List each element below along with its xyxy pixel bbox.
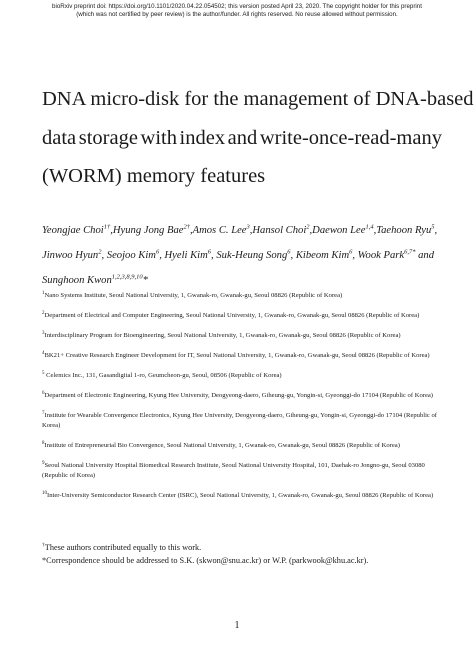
author-affil-sup: 1† xyxy=(103,223,111,231)
title-line-3: (WORM) memory features xyxy=(42,165,266,187)
author-name: Hyung Jong Bae$^{2\dagger}$, xyxy=(112,223,193,236)
author-affil-sup: 2 xyxy=(98,248,102,256)
author-name-text: Sunghoon Kwon xyxy=(42,275,112,286)
title-word: storage xyxy=(78,126,138,149)
affiliation-sup: 10 xyxy=(42,490,47,496)
title-word: and xyxy=(227,126,258,149)
note-text: These authors contributed equally to this work. xyxy=(44,543,202,552)
preprint-header xyxy=(20,3,454,19)
author-name: Daewon Lee$^{1,4}$, xyxy=(312,223,377,236)
affiliation-text: Seoul National University Hospital Biomedical Research Institute, Seoul National University Hospital, 101, Daehak-ro Jongno-gu, Seoul 03080 (Republic of Korea) xyxy=(42,462,425,479)
author-name-text: Taehoon Ryu xyxy=(376,225,432,236)
affiliation-item xyxy=(42,461,442,481)
author-name: Suk-Heung Song$^6$, xyxy=(216,248,294,261)
author-list xyxy=(42,218,438,293)
author-name-text: Seojoo Kim xyxy=(106,250,156,261)
affiliation-item xyxy=(42,411,442,431)
title-line-1-text: DNA micro-disk for the management of DNA-based xyxy=(42,88,474,110)
corresponding-mark: * xyxy=(142,275,148,286)
author-affil-sup: 6 xyxy=(349,248,353,256)
affiliation-sup: 4 xyxy=(42,350,45,356)
affiliation-sup: 2 xyxy=(42,310,45,316)
author-row-1 xyxy=(42,218,438,243)
equal-contribution-note xyxy=(42,541,442,554)
author-affil-sup: 6 xyxy=(207,248,212,256)
affiliation-text: Nano Systems Institute, Seoul National University, 1, Gwanak-ro, Gwanak-gu, Seoul 08826 (Republic of Korea) xyxy=(44,292,343,299)
title-word: data xyxy=(42,126,77,149)
author-affil-sup: 2† xyxy=(183,223,190,231)
title-line-1 xyxy=(42,80,474,119)
author-affil-sup: 6 xyxy=(155,248,160,256)
affiliation-sup: 8 xyxy=(42,440,45,446)
affiliation-list xyxy=(42,291,442,511)
affiliation-text: Institute of Entrepreneurial Bio Convergence, Seoul National University, 1, Gwanak-ro, Gwanak-gu, Seoul 08826 (Republic of Korea) xyxy=(44,442,400,449)
affiliation-text: Inter-University Semiconductor Research Center (ISRC), Seoul National University, 1, Gwanak-ro, Gwanak-gu, Seoul 08826 (Republic of Korea) xyxy=(47,492,434,499)
author-affil-sup: 5 xyxy=(431,223,435,231)
author-name: Taehoon Ryu$^5$, xyxy=(376,223,438,236)
author-name-text: Daewon Lee xyxy=(312,225,366,236)
affiliation-item xyxy=(42,441,442,451)
affiliation-text: Department of Electrical and Computer Engineering, Seoul National University, 1, Gwanak-ro, Gwanak-gu, Seoul 08826 (Republic of Korea) xyxy=(44,312,420,319)
preprint-line-2: (which was not certified by peer review) is the author/funder. All rights reserved. No reuse allowed without permission. xyxy=(76,11,398,18)
page-number: 1 xyxy=(234,620,240,631)
author-affil-sup: 3 xyxy=(246,223,250,231)
affiliation-text: Celemics Inc., 131, Gasandigital 1-ro, Geumcheon-gu, Seoul, 08506 (Republic of Korea) xyxy=(44,372,282,379)
paper-title xyxy=(42,80,474,196)
title-line-2 xyxy=(42,119,442,158)
author-name: Yeongjae Choi$^{1\dagger}$, xyxy=(42,223,113,236)
author-row-2 xyxy=(42,243,434,268)
author-name-text: Kibeom Kim xyxy=(295,250,350,261)
author-name: Seojoo Kim$^6$, xyxy=(106,248,162,261)
affiliation-item xyxy=(42,311,442,321)
affiliation-sup: 5 xyxy=(42,370,45,376)
affiliation-text: Institute for Wearable Convergence Electronics, Kyung Hee University, Deogyeong-daero, Giheung-gu, Yongin-si, Gyeonggi-do 17104 (Republic of Korea) xyxy=(42,412,437,429)
affiliation-item xyxy=(42,291,442,301)
affiliation-sup: 7 xyxy=(42,410,45,416)
author-affil-sup: 1,2,3,8,9,10 xyxy=(111,273,143,281)
preprint-suffix: ; this version posted April 23, 2020. The copyright holder for this preprint xyxy=(224,3,422,10)
title-word: index xyxy=(179,126,226,149)
preprint-prefix: bioRxiv preprint doi: xyxy=(52,3,109,10)
affiliation-sup: 9 xyxy=(42,460,45,466)
affiliation-text: Department of Electronic Engineering, Kyung Hee University, Deogyeong-daero, Giheung-gu, Yongin-si, Gyeonggi-do 17104 (Republic of Korea) xyxy=(44,392,434,399)
affiliation-item xyxy=(42,331,442,341)
correspondence-note: *Correspondence should be addressed to S.K. (skwon@snu.ac.kr) or W.P. (parkwook@khu.ac.kr). xyxy=(42,556,369,565)
author-name: Hyeli Kim$^6$, xyxy=(164,248,214,261)
author-name: Kibeom Kim$^6$, xyxy=(295,248,355,261)
title-word: write-once-read-many xyxy=(259,126,442,149)
affiliation-text: BK21+ Creative Research Engineer Development for IT, Seoul National University, 1, Gwanak-ro, Gwanak-gu, Seoul 08826 (Republic of Korea) xyxy=(44,352,430,359)
and-word: and xyxy=(418,250,434,261)
author-name-text: Suk-Heung Song xyxy=(216,250,288,261)
author-name: Jinwoo Hyun$^2$, xyxy=(42,248,105,261)
author-affil-sup: 6,7* xyxy=(404,248,416,256)
author-affil-sup: 6 xyxy=(287,248,291,256)
affiliation-item xyxy=(42,351,442,361)
affiliation-item xyxy=(42,371,442,381)
author-name: Hansol Choi$^2$, xyxy=(252,223,313,236)
affiliation-sup: 6 xyxy=(42,390,45,396)
affiliation-text: Interdisciplinary Program for Bioengineering, Seoul National University, 1, Gwanak-ro, Gwanak-gu, Seoul 08826 (Republic of Korea) xyxy=(44,332,401,339)
author-name-text: Amos C. Lee xyxy=(192,225,247,236)
footnotes xyxy=(42,541,442,567)
affiliation-sup: 3 xyxy=(42,330,45,336)
author-name xyxy=(358,243,416,268)
author-name-text: Hyeli Kim xyxy=(164,250,208,261)
affiliation-sup: 1 xyxy=(42,290,45,296)
author-affil-sup: 1,4 xyxy=(365,223,374,231)
author-row-3 xyxy=(42,268,434,293)
author-name xyxy=(42,268,148,293)
affiliation-item xyxy=(42,491,442,501)
author-name-text: Hansol Choi xyxy=(252,225,307,236)
preprint-line-1 xyxy=(20,3,454,11)
author-name-text: Yeongjae Choi xyxy=(42,225,104,236)
doi-link[interactable]: https://doi.org/10.1101/2020.04.22.054502 xyxy=(108,3,225,10)
affiliation-item xyxy=(42,391,442,401)
author-name-text: Wook Park xyxy=(357,250,405,261)
author-name-text: Jinwoo Hyun xyxy=(42,250,99,261)
author-affil-sup: 2 xyxy=(306,223,310,231)
note-sup: † xyxy=(42,542,45,549)
title-word: with xyxy=(140,126,177,149)
author-name: Amos C. Lee$^3$, xyxy=(192,223,253,236)
author-name-text: Hyung Jong Bae xyxy=(112,225,184,236)
